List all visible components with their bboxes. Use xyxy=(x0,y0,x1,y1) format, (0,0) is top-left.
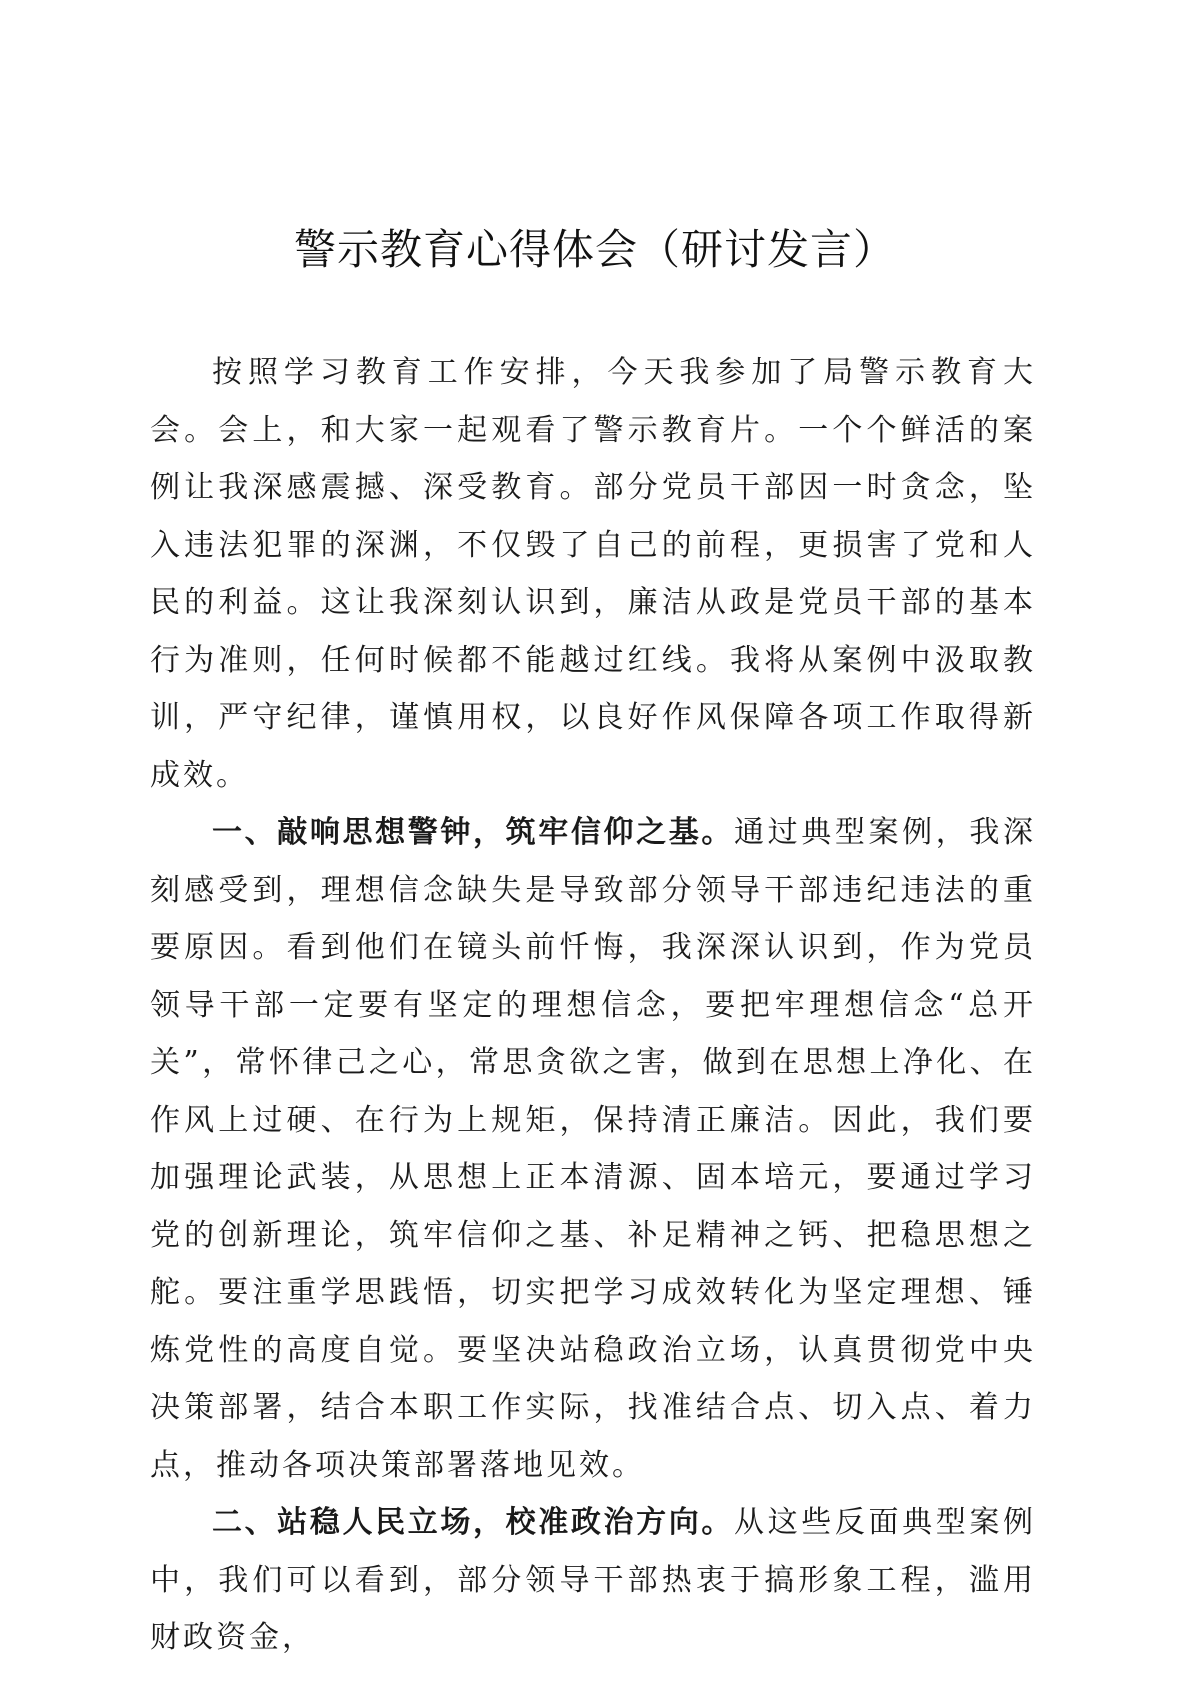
section-one-paragraph xyxy=(150,804,1036,1494)
section-one-heading: 一、敲响思想警钟，筑牢信仰之基。 xyxy=(212,815,734,850)
section-one-text: 通过典型案例，我深刻感受到，理想信念缺失是导致部分领导干部违纪违法的重要原因。看到他们在镜头前忏悔，我深深认识到，作为党员领导干部一定要有坚定的理想信念，要把牢理想信念“总开关”，常怀律己之心，常思贪欲之害，做到在思想上净化、在作风上过硬、在行为上规矩，保持清正廉洁。因此，我们要加强理论武装，从思想上正本清源、固本培元，要通过学习党的创新理论，筑牢信仰之基、补足精神之钙、把稳思想之舵。要注重学思践悟，切实把学习成效转化为坚定理想、锤炼党性的高度自觉。要坚决站稳政治立场，认真贯彻党中央决策部署，结合本职工作实际，找准结合点、切入点、着力点，推动各项决策部署落地见效。 xyxy=(150,815,1036,1483)
intro-paragraph-text: 按照学习教育工作安排，今天我参加了局警示教育大会。会上，和大家一起观看了警示教育片。一个个鲜活的案例让我深感震撼、深受教育。部分党员干部因一时贪念，坠入违法犯罪的深渊，不仅毁了自己的前程，更损害了党和人民的利益。这让我深刻认识到，廉洁从政是党员干部的基本行为准则，任何时候都不能越过红线。我将从案例中汲取教训，严守纪律，谨慎用权，以良好作风保障各项工作取得新成效。 xyxy=(150,355,1036,793)
section-two-paragraph xyxy=(150,1494,1036,1667)
section-two-heading: 二、站稳人民立场，校准政治方向。 xyxy=(212,1505,734,1540)
document-body xyxy=(150,344,1036,1667)
section-two-text: 从这些反面典型案例中，我们可以看到，部分领导干部热衷于搞形象工程，滥用财政资金， xyxy=(150,1505,1036,1655)
intro-paragraph xyxy=(150,344,1036,804)
document-title: 警示教育心得体会（研讨发言） xyxy=(293,225,896,274)
